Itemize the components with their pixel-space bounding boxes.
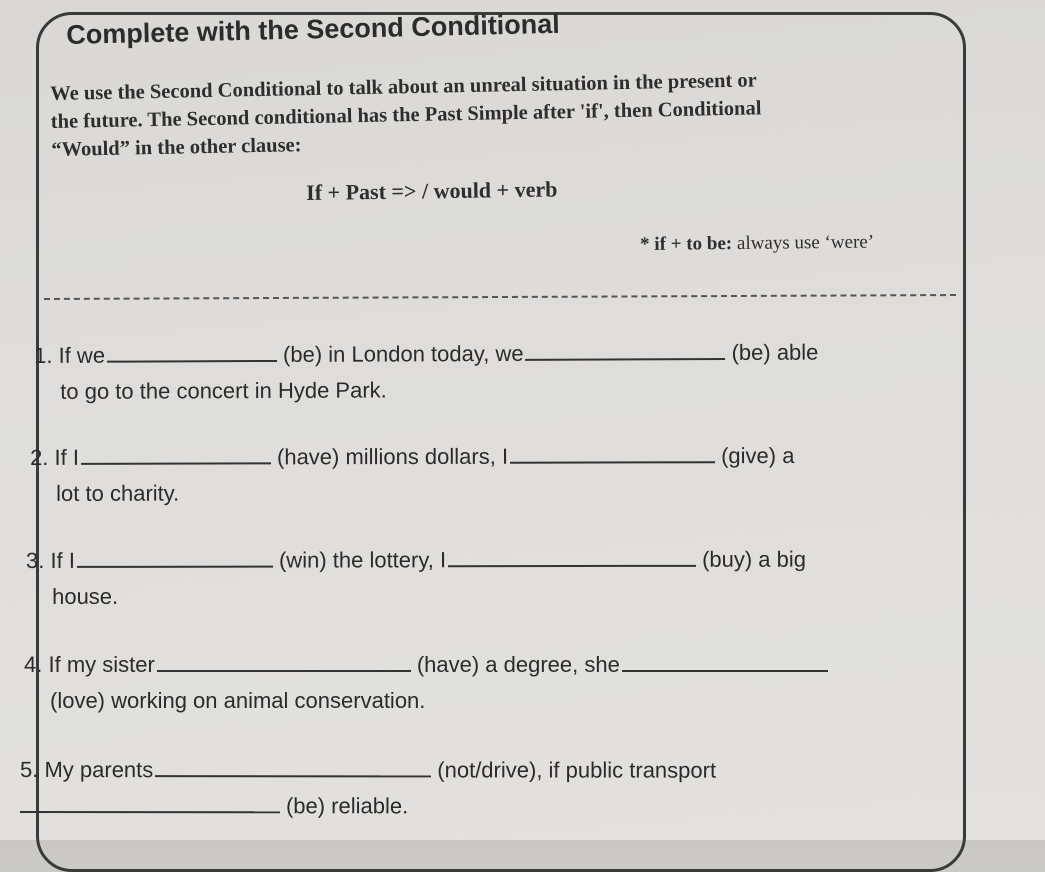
exercise-text: (win) the lottery, I (278, 547, 447, 573)
exercise-text: If I (50, 547, 75, 573)
answer-blank[interactable] (157, 648, 411, 672)
exercise-number: 4. (24, 652, 43, 677)
intro-line-2: the future. The Second conditional has the Past Simple after 'if', then Conditional (50, 97, 762, 133)
intro-line-3: “Would” in the other clause: (51, 134, 302, 161)
exercise-text: (not/drive), if public transport (437, 757, 717, 783)
to-be-note (640, 232, 874, 256)
exercise-number: 2. (30, 444, 49, 470)
formula-rule: If + Past => / would + verb (306, 176, 558, 205)
exercise-1-line-1 (34, 335, 818, 374)
exercise-4-line-1 (24, 647, 834, 683)
exercise-text: If we (58, 342, 106, 368)
exercise-1 (34, 335, 819, 410)
exercise-number: 1. (34, 342, 53, 368)
intro-paragraph (50, 63, 951, 164)
answer-blank[interactable] (20, 789, 280, 813)
exercise-4 (24, 647, 834, 719)
exercise-text: (have) millions dollars, I (276, 443, 509, 470)
exercise-text: If I (54, 444, 80, 470)
exercise-1-line-2: to go to the concert in Hyde Park. (60, 377, 387, 404)
exercise-3-line-2: house. (52, 583, 119, 609)
exercise-text: (give) a (721, 442, 795, 469)
exercise-5-line-1 (20, 752, 716, 789)
answer-blank[interactable] (525, 336, 725, 361)
intro-line-1: We use the Second Conditional to talk about an unreal situation in the present or (50, 69, 757, 105)
note-prefix: * if + to be: (640, 233, 733, 255)
answer-blank[interactable] (622, 648, 828, 672)
answer-blank[interactable] (81, 440, 271, 464)
answer-blank[interactable] (448, 543, 696, 567)
exercise-text: My parents (44, 757, 154, 783)
exercise-number: 5. (19, 757, 39, 783)
worksheet-title: Complete with the Second Conditional (66, 8, 561, 50)
answer-blank[interactable] (77, 544, 273, 568)
answer-blank[interactable] (155, 753, 431, 777)
answer-blank[interactable] (510, 439, 715, 464)
note-text: always use ‘were’ (732, 231, 875, 255)
exercise-text: (be) able (731, 339, 819, 365)
exercise-text: If my sister (48, 652, 155, 677)
exercise-text: (buy) a big (702, 546, 807, 572)
exercise-3-line-1 (26, 542, 806, 579)
exercise-text: (be) reliable. (285, 793, 409, 819)
exercise-2 (30, 438, 795, 512)
exercise-4-line-2: (love) working on animal conservation. (50, 688, 426, 713)
exercise-text: (have) a degree, she (416, 652, 620, 677)
exercise-5 (20, 752, 716, 825)
exercise-number: 3. (26, 547, 45, 573)
answer-blank[interactable] (107, 338, 277, 363)
exercise-2-line-1 (30, 438, 794, 476)
exercise-5-line-2 (20, 788, 716, 825)
exercise-text: (be) in London today, we (282, 340, 524, 367)
exercise-2-line-2: lot to charity. (56, 480, 180, 506)
exercise-3 (26, 542, 806, 615)
